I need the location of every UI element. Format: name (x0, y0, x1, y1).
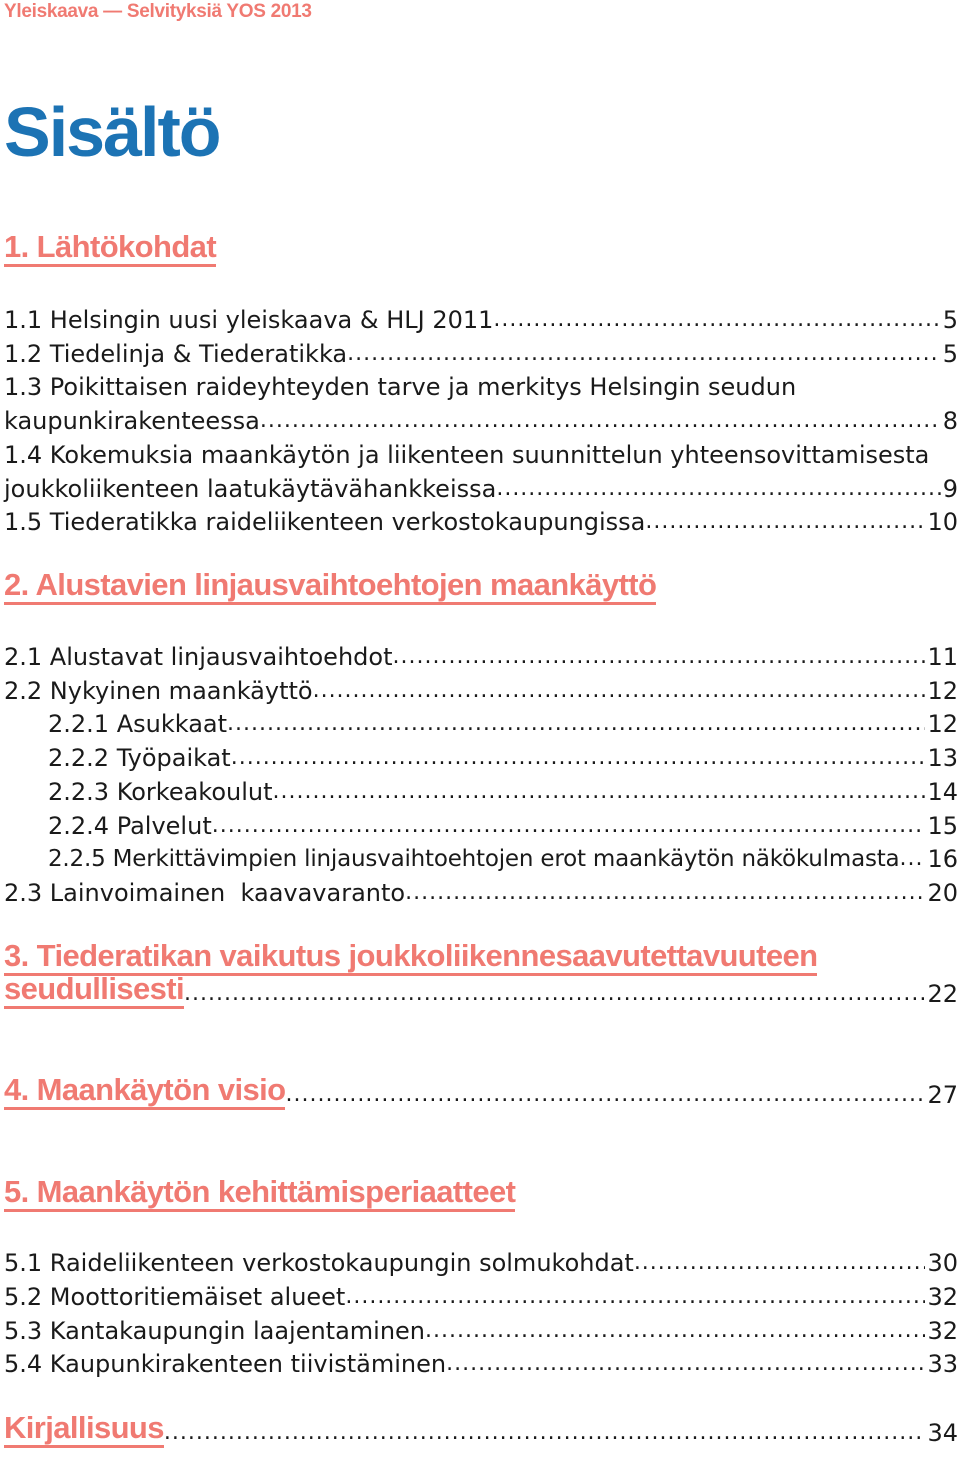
page-number: 20 (927, 879, 958, 907)
page-number: 30 (927, 1249, 958, 1277)
page-number: 34 (927, 1419, 958, 1447)
dot-leader (260, 404, 941, 438)
toc-entry-1-4-line1[interactable]: 1.4 Kokemuksia maankäytön ja liikenteen suunnittelun yhteensovittamisesta (4, 441, 930, 469)
section-1-heading[interactable]: 1. Lähtökohdat (4, 229, 216, 267)
page-number: 8 (942, 407, 958, 435)
toc-entry-5-3[interactable]: 5.3 Kantakaupungin laajentaminen ..... 32 (4, 1314, 958, 1348)
page-number: 33 (927, 1350, 958, 1378)
toc-entry-2-2-3[interactable]: 2.2.3 Korkeakoulut ..... 14 (48, 775, 958, 809)
dot-leader (347, 337, 941, 371)
page-number: 11 (927, 643, 958, 671)
toc-entry-2-2-2[interactable]: 2.2.2 Työpaikat ..... 13 (48, 741, 958, 775)
dot-leader (496, 472, 940, 506)
page-title: Sisältö (4, 93, 220, 171)
section-3-heading[interactable]: seudullisesti ..... 22 (4, 972, 958, 1009)
page-number: 22 (927, 980, 958, 1008)
page-number: 12 (927, 677, 958, 705)
page-number: 5 (942, 340, 958, 368)
page-number: 13 (927, 744, 958, 772)
dot-leader (313, 674, 926, 708)
page-number: 16 (927, 845, 958, 873)
toc-entry-2-2-5[interactable]: 2.2.5 Merkittävimpien linjausvaihtoehtojen erot maankäytön näkökulmasta ..... 16 (48, 842, 958, 876)
dot-leader (645, 505, 925, 539)
toc-entry-1-4[interactable]: joukkoliikenteen laatukäytävähankkeissa ..... 9 (4, 472, 958, 506)
page-number: 9 (942, 475, 958, 503)
references-heading[interactable]: Kirjallisuus ..... 34 (4, 1411, 958, 1448)
dot-leader (273, 775, 926, 809)
dot-leader (231, 741, 926, 775)
toc-entry-2-2[interactable]: 2.2 Nykyinen maankäyttö ..... 12 (4, 674, 958, 708)
dot-leader (446, 1347, 925, 1381)
page-number: 15 (927, 812, 958, 840)
dot-leader (405, 876, 925, 910)
dot-leader (393, 640, 926, 674)
toc-entry-2-1[interactable]: 2.1 Alustavat linjausvaihtoehdot ..... 11 (4, 640, 958, 674)
dot-leader (899, 842, 925, 876)
toc-entry-5-2[interactable]: 5.2 Moottoritiemäiset alueet ..... 32 (4, 1280, 958, 1314)
toc-entry-1-3[interactable]: kaupunkirakenteessa ..... 8 (4, 404, 958, 438)
running-header: Yleiskaava — Selvityksiä YOS 2013 (4, 1, 312, 22)
section-4-heading[interactable]: 4. Maankäytön visio ..... 27 (4, 1073, 958, 1110)
dot-leader (634, 1246, 926, 1280)
page-number: 12 (927, 710, 958, 738)
toc-entry-5-4[interactable]: 5.4 Kaupunkirakenteen tiivistäminen ..... 33 (4, 1347, 958, 1381)
page-number: 27 (927, 1081, 958, 1109)
dot-leader (184, 979, 925, 1009)
page-number: 32 (927, 1317, 958, 1345)
section-3-heading-line1[interactable]: 3. Tiederatikan vaikutus joukkoliikennesaavutettavuuteen (4, 938, 817, 976)
dot-leader (212, 809, 926, 843)
page-number: 5 (942, 306, 958, 334)
toc-entry-1-2[interactable]: 1.2 Tiedelinja & Tiederatikka ..... 5 (4, 337, 958, 371)
toc-entry-5-1[interactable]: 5.1 Raideliikenteen verkostokaupungin solmukohdat ..... 30 (4, 1246, 958, 1280)
section-2-heading[interactable]: 2. Alustavien linjausvaihtoehtojen maankäyttö (4, 567, 656, 605)
dot-leader (345, 1280, 925, 1314)
page-number: 10 (927, 508, 958, 536)
page-number: 32 (927, 1283, 958, 1311)
dot-leader (285, 1080, 925, 1110)
dot-leader (227, 707, 925, 741)
section-5-heading[interactable]: 5. Maankäytön kehittämisperiaatteet (4, 1174, 515, 1212)
toc-entry-1-3-line1[interactable]: 1.3 Poikittaisen raideyhteyden tarve ja merkitys Helsingin seudun (4, 373, 797, 401)
toc-entry-1-5[interactable]: 1.5 Tiederatikka raideliikenteen verkostokaupungissa ..... 10 (4, 505, 958, 539)
toc-entry-2-3[interactable]: 2.3 Lainvoimainen kaavavaranto ..... 20 (4, 876, 958, 910)
page-number: 14 (927, 778, 958, 806)
dot-leader (425, 1314, 925, 1348)
dot-leader (493, 303, 940, 337)
toc-entry-2-2-4[interactable]: 2.2.4 Palvelut ..... 15 (48, 809, 958, 843)
dot-leader (164, 1418, 926, 1448)
toc-entry-1-1[interactable]: 1.1 Helsingin uusi yleiskaava & HLJ 2011 ..... 5 (4, 303, 958, 337)
toc-entry-2-2-1[interactable]: 2.2.1 Asukkaat ..... 12 (48, 707, 958, 741)
